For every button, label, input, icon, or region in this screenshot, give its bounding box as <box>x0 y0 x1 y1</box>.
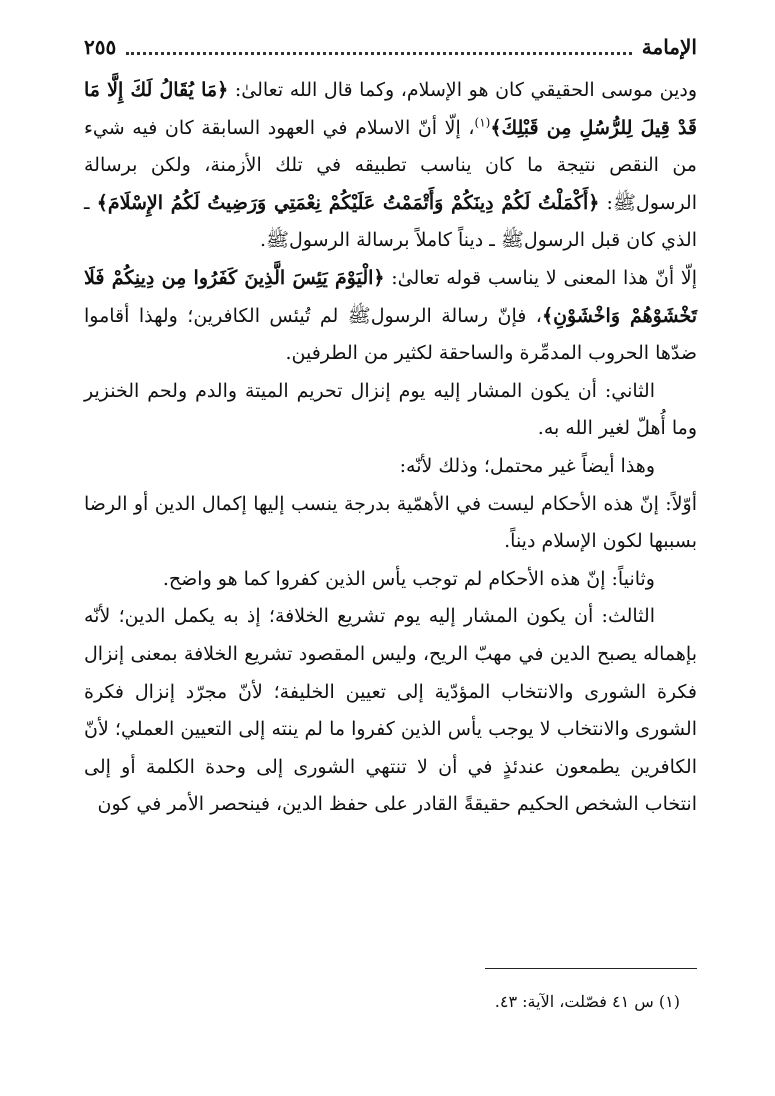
salawat-symbol: ﷺ <box>500 229 524 252</box>
quran-verse: ﴿مَا يُقَالُ لَكَ إِلَّا مَا قَدْ قِيلَ لِلرُّسُلِ مِن قَبْلِكَ﴾ <box>84 79 698 139</box>
text-run: ـ ديناً كاملاً برسالة الرسول <box>288 229 501 252</box>
page-number: ٢٥٥ <box>84 35 117 59</box>
quran-verse: ﴿أَكْمَلْتُ لَكُمْ دِينَكُمْ وَأَتْمَمْتُ عَلَيْكُمْ نِعْمَتِي وَرَضِيتُ لَكُمُ الإِسْلَامَ﴾ <box>96 191 600 214</box>
text-run: ، فإنّ رسالة الرسول <box>370 304 542 327</box>
text-run: ـ الذي كان قبل الرسول <box>84 191 697 252</box>
footnote: (١) س ٤١ فصّلت، الآية: ٤٣. <box>494 992 680 1011</box>
text-run: : <box>599 191 613 214</box>
paragraph-5: أوّلاً: إنّ هذه الأحكام ليست في الأهمّية بدرجة ينسب إليها إكمال الدين أو الرضا بسببها لكون الإسلام ديناً. <box>84 492 697 553</box>
text-run: . <box>259 229 267 252</box>
salawat-symbol: ﷺ <box>266 229 289 252</box>
text-run: لم تُيئس الكافرين؛ ولهذا أقاموا ضدّها الحروب المدمِّرة والساحقة لكثير من الطرفين. <box>84 304 697 365</box>
footnote-separator <box>485 968 697 969</box>
paragraph-3: الثاني: أن يكون المشار إليه يوم إنزال تحريم الميتة والدم ولحم الخنزير وما أُهلّ لغير الله به. <box>84 379 697 440</box>
salawat-symbol: ﷺ <box>612 191 636 214</box>
text-run: ودين موسى الحقيقي كان هو الإسلام، وكما قال الله تعالىٰ: <box>228 79 697 101</box>
quran-verse: ﴿الْيَوْمَ يَئِسَ الَّذِينَ كَفَرُوا مِن دِينِكُمْ فَلَا تَخْشَوْهُمْ وَاخْشَوْنِ﴾ <box>84 266 698 327</box>
paragraph-2 <box>84 260 697 373</box>
footnote-ref: (١) <box>474 115 491 130</box>
salawat-symbol: ﷺ <box>347 304 371 327</box>
chapter-title: الإمامة <box>641 35 697 59</box>
text-run: إلّا أنّ هذا المعنى لا يناسب قوله تعالىٰ: <box>384 266 698 289</box>
paragraph-4: وهذا أيضاً غير محتمل؛ وذلك لأنّه: <box>399 454 655 477</box>
paragraph-1 <box>84 72 697 260</box>
text-run: ، إلّا أنّ الاسلام في العهود السابقة كان فيه شيء من النقص نتيجة ما كان يناسب تطبيقه في تلك الأزمنة، ولكن برسالة الرسول <box>84 116 697 214</box>
page-body <box>84 72 697 824</box>
paragraph-6: وثانياً: إنّ هذه الأحكام لم توجب يأس الذين كفروا كما هو واضح. <box>162 567 655 590</box>
header-dot-leader <box>126 52 632 55</box>
paragraph-7: الثالث: أن يكون المشار إليه يوم تشريع الخلافة؛ إذ به يكمل الدين؛ لأنّه بإهماله يصبح الدين في مهبّ الريح، وليس المقصود تشريع الخلافة بمعنى إنزال فكرة الشورى والانتخاب المؤدّية إلى تعيين الخليفة؛ لأنّ مجرّد إنزال فكرة الشورى والانتخاب لا يوجب يأس الذين كفروا ما لم ينته إلى التعيين العملي؛ لأنّ الكافرين يطمعون عندئذٍ في أن لا تنتهي الشورى إلى وحدة الكلمة أو إلى انتخاب الشخص الحكيم حقيقةً القادر على حفظ الدين، فينحصر الأمر في كون <box>84 605 697 816</box>
running-header <box>84 30 697 64</box>
